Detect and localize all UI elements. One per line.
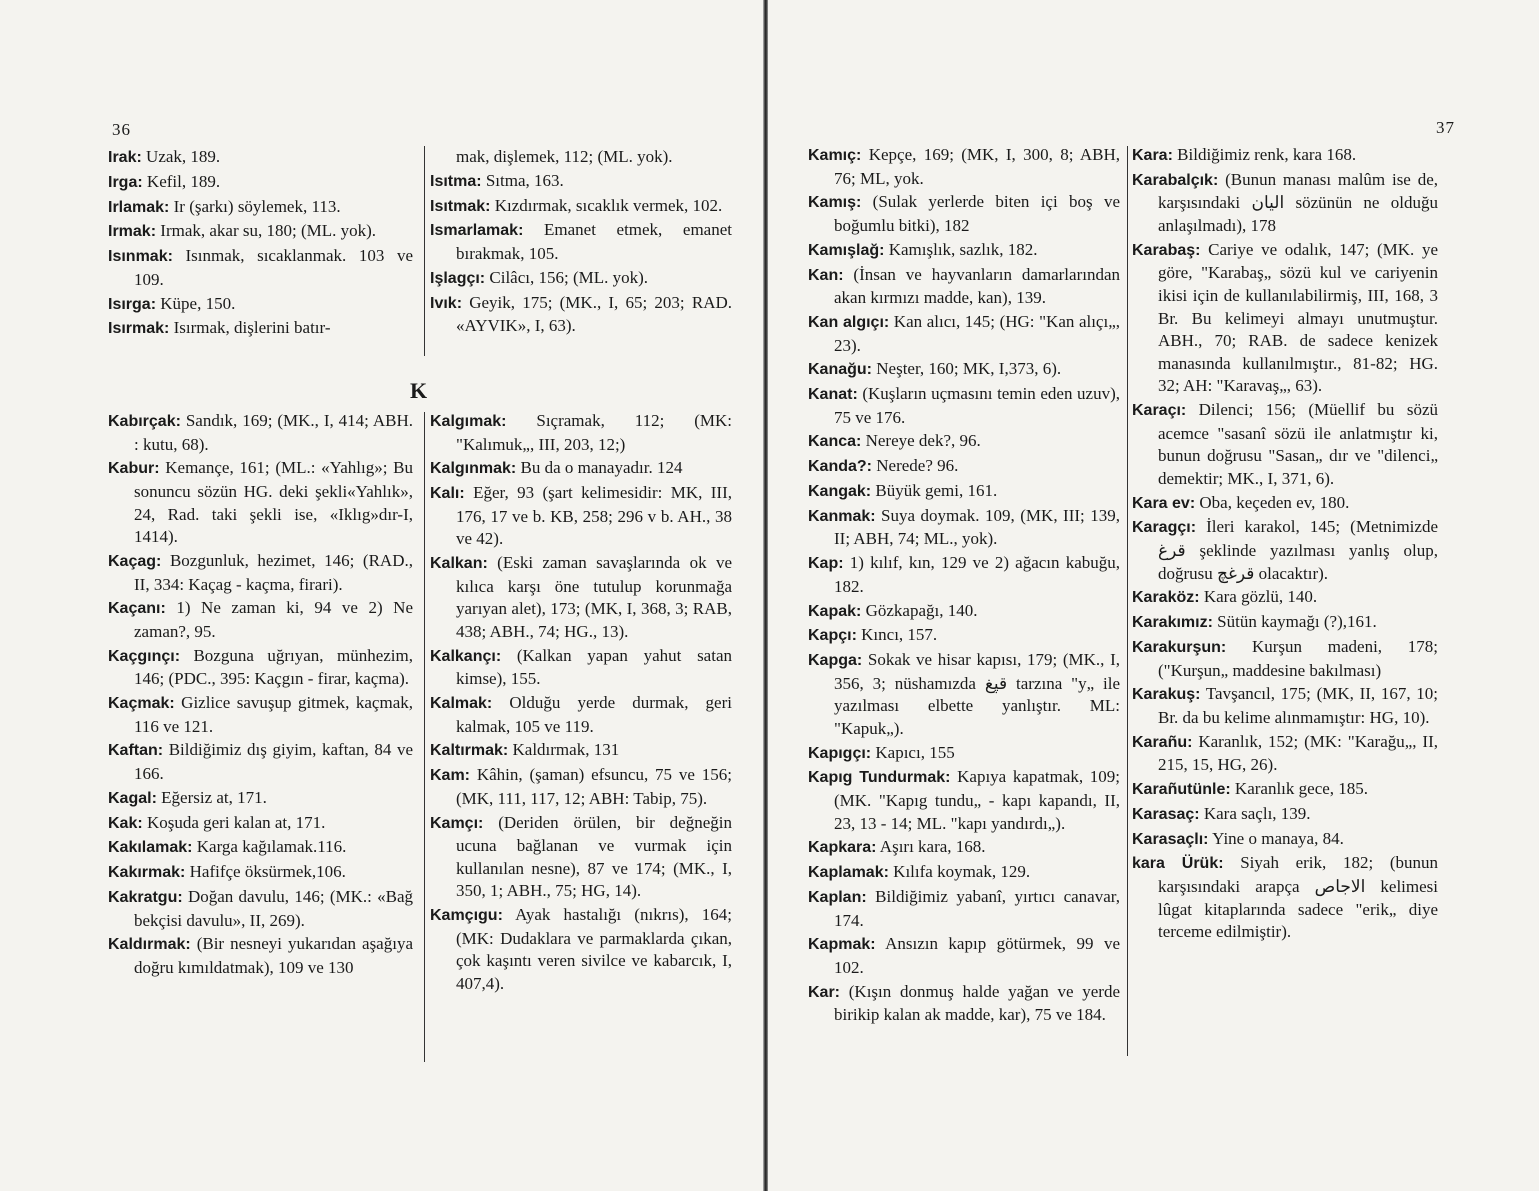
dictionary-entry <box>430 764 732 810</box>
entry-term: Kabırçak: <box>108 413 181 430</box>
entry-definition: Yine o manaya, 84. <box>1208 828 1344 848</box>
dictionary-entry <box>1132 683 1438 729</box>
dictionary-entry <box>808 191 1120 237</box>
entry-term: Karakımız: <box>1132 614 1213 632</box>
dictionary-entry <box>1132 169 1438 238</box>
entry-term: Kamçıgu: <box>430 907 503 925</box>
entry-term: Isıtma: <box>430 172 482 190</box>
entry-definition: Kaldırmak, 131 <box>508 740 620 760</box>
entry-term: Irmak: <box>108 223 157 241</box>
entry-definition: Kamışlık, sazlık, 182. <box>884 239 1038 259</box>
entry-definition: (Eski zaman savaşlarında ok ve kılıca karşı öne tutulup korunmağa yarıyan alet), 173; (MK, I, 368, 3; RAB, 438; ABH., 74; HG., 13). <box>456 553 732 641</box>
entry-definition: Karga kağılamak.116. <box>192 837 347 857</box>
dictionary-entry <box>808 430 1120 454</box>
entry-term: Karakurşun: <box>1132 638 1227 656</box>
entry-term: Kapga: <box>808 652 863 670</box>
dictionary-entry <box>430 904 732 995</box>
entry-definition: Doğan davulu, 146; (MK.: «Bağ bekçisi davulu», II, 269). <box>134 886 413 930</box>
entry-definition: Geyik, 175; (MK., I, 65; 203; RAD. «AYVIK», I, 63). <box>456 292 732 336</box>
entry-definition: Dilenci; 156; (Müellif bu sözü acemce "sasanî sözü ile anlatmıştır ki, bunun doğrusu "Sasan„ dır ve "dilenci„ demektir; MK., I, 371, 6). <box>1158 400 1438 488</box>
entry-term: Kanca: <box>808 433 862 451</box>
dictionary-entry <box>108 861 413 885</box>
entry-definition: Bildiğimiz renk, kara 168. <box>1172 145 1357 164</box>
dictionary-entry <box>108 692 413 738</box>
entry-term: Irlamak: <box>108 198 170 216</box>
entry-term: Kaldırmak: <box>108 936 191 954</box>
dictionary-entry <box>1132 144 1438 168</box>
entry-definition: Koşuda geri kalan at, 171. <box>142 812 326 832</box>
dictionary-entry <box>430 457 732 481</box>
entry-term: Kanağu: <box>808 361 872 379</box>
dictionary-entry <box>1132 778 1438 802</box>
entry-term: Kaplan: <box>808 888 867 906</box>
entry-definition: Kan alıcı, 145; (HG: "Kan alıçı„, 23). <box>834 311 1121 355</box>
entry-definition: Kara gözlü, 140. <box>1199 587 1318 607</box>
entry-definition: Olduğu yerde durmak, geri kalmak, 105 ve 119. <box>456 693 732 736</box>
entry-term: Kapçı: <box>808 627 857 645</box>
entry-definition: Bu da o manayadır. 124 <box>516 458 683 478</box>
entry-definition: (Bir nesneyi yukarıdan aşağıya doğru kımıldatmak), 109 ve 130 <box>134 934 413 977</box>
entry-definition: Bozgunluk, hezimet, 146; (RAD., II, 334: Kaçag - kaçma, firari). <box>134 550 413 594</box>
entry-definition: Küpe, 150. <box>156 293 236 313</box>
entry-term: Kam: <box>430 767 471 785</box>
dictionary-entry <box>808 264 1120 310</box>
entry-definition: Oba, keçeden ev, 180. <box>1195 492 1350 512</box>
dictionary-entry <box>1132 803 1438 827</box>
entry-definition: mak, dişlemek, 112; (ML. yok). <box>456 147 673 166</box>
dictionary-entry <box>430 170 732 194</box>
dictionary-entry <box>108 317 413 341</box>
dictionary-entry <box>808 455 1120 479</box>
entry-term: Karasaçlı: <box>1132 830 1209 848</box>
entry-definition: Eğer, 93 (şart kelimesidir: MK, III, 176, 17 ve b. KB, 258; 296 v b. AH., 38 ve 42). <box>456 483 732 549</box>
entry-term: Kakılamak: <box>108 839 193 857</box>
entry-term: Kakratgu: <box>108 888 183 906</box>
entry-definition: Eğersiz at, 171. <box>156 787 267 807</box>
entry-term: Isırga: <box>108 295 157 313</box>
entry-definition: Kapıcı, 155 <box>871 742 955 762</box>
entry-definition: Aşırı kara, 168. <box>876 837 986 857</box>
book-spine <box>763 0 768 1191</box>
dictionary-entry <box>430 812 732 903</box>
entry-term: Işlagçı: <box>430 269 486 287</box>
column-divider <box>424 146 425 356</box>
entry-definition: Kefil, 189. <box>142 171 221 191</box>
dictionary-entry <box>108 739 413 785</box>
entry-term: Kak: <box>108 814 143 832</box>
entry-definition: Bozguna uğrıyan, münhezim, 146; (PDC., 395: Kaçgın - firar, kaçma). <box>134 645 413 689</box>
entry-term: Kar: <box>808 983 841 1001</box>
entry-term: Isıtmak: <box>430 197 491 215</box>
dictionary-entry <box>430 219 732 265</box>
right-column-2 <box>1132 144 1438 945</box>
dictionary-entry <box>108 457 413 548</box>
dictionary-entry <box>808 144 1120 190</box>
dictionary-entry <box>108 812 413 836</box>
right-page <box>770 0 1539 1191</box>
entry-term: Kaçgınçı: <box>108 647 181 665</box>
entry-term: Kara ev: <box>1132 494 1196 512</box>
entry-term: Kaltırmak: <box>430 742 509 760</box>
entry-definition: Kılıfa koymak, 129. <box>888 862 1031 882</box>
section-letter: K <box>410 378 428 403</box>
entry-term: Kakırmak: <box>108 864 186 882</box>
entry-definition: Siyah erik, 182; (bunun karşısındaki arapça الاجاص kelimesi lûgat kitaplarında sadece "erik„ diye terceme edilmiştir). <box>1158 853 1439 942</box>
dictionary-entry <box>108 196 413 220</box>
dictionary-entry <box>808 766 1120 835</box>
entry-definition: Uzak, 189. <box>141 147 221 166</box>
dictionary-entry <box>108 410 413 456</box>
dictionary-entry <box>108 220 413 244</box>
entry-term: Kabur: <box>108 460 160 478</box>
entry-term: Kanmak: <box>808 507 876 525</box>
entry-definition: Kıncı, 157. <box>856 625 938 645</box>
entry-definition: Kepçe, 169; (MK, I, 300, 8; ABH, 76; ML, yok. <box>834 145 1120 188</box>
entry-definition: Neşter, 160; MK, I,373, 6). <box>872 359 1062 379</box>
dictionary-entry <box>808 861 1120 885</box>
entry-definition: Sütün kaymağı (?),161. <box>1212 612 1377 632</box>
entry-definition: Kemançe, 161; (ML.: «Yahlıg»; Bu sonuncu sözün HG. deki şekli«Yahlık», 24, Rad. taki şekli ise, «Iklıg»dır-I, 1414). <box>134 458 413 547</box>
entry-term: Karasaç: <box>1132 805 1200 823</box>
entry-term: Kaplamak: <box>808 864 889 882</box>
dictionary-entry <box>108 886 413 932</box>
dictionary-entry <box>430 739 732 763</box>
entry-definition: Suya doymak. 109, (MK, III; 139, II; ABH, 74; ML., yok). <box>834 505 1120 549</box>
entry-term: Karagçı: <box>1132 519 1197 537</box>
entry-term: Kapkara: <box>808 839 877 857</box>
dictionary-entry <box>808 311 1120 357</box>
entry-definition: (Kışın donmuş halde yağan ve yerde birikip kalan ak madde, kar), 75 ve 184. <box>834 981 1120 1025</box>
dictionary-entry <box>808 383 1120 429</box>
dictionary-entry <box>108 645 413 691</box>
entry-definition: Sandık, 169; (MK., I, 414; ABH. : kutu, 68). <box>134 411 413 454</box>
left-bottom-column-2 <box>430 410 732 997</box>
entry-term: Karakuş: <box>1132 686 1201 704</box>
column-divider <box>1127 146 1128 1056</box>
dictionary-entry <box>430 692 732 738</box>
entry-term: Ivık: <box>430 294 463 312</box>
entry-term: Irak: <box>108 149 142 166</box>
entry-term: Isırmak: <box>108 320 170 338</box>
entry-definition: (Deriden örülen, bir değneğin ucuna bağlanan ve vurmak için kullanılan nesne), 87 ve 174; (MK., I, 350, 1; ABH., 75; HG, 14). <box>456 812 732 901</box>
dictionary-entry <box>108 245 413 291</box>
dictionary-entry <box>1132 586 1438 610</box>
entry-definition: Hafifçe öksürmek,106. <box>185 862 346 882</box>
dictionary-entry <box>430 410 732 456</box>
entry-term: Kamışlağ: <box>808 241 885 259</box>
dictionary-entry <box>808 600 1120 624</box>
dictionary-entry <box>808 981 1120 1027</box>
right-column-1 <box>808 144 1120 1028</box>
dictionary-entry <box>108 171 413 195</box>
dictionary-entry <box>430 552 732 643</box>
entry-definition: Gözkapağı, 140. <box>861 600 978 620</box>
entry-term: Kara: <box>1132 147 1173 164</box>
column-divider <box>424 412 425 1062</box>
entry-definition: Emanet etmek, emanet bırakmak, 105. <box>456 220 732 263</box>
entry-definition: Sıtma, 163. <box>481 170 564 190</box>
entry-term: Kanda?: <box>808 458 872 476</box>
dictionary-entry <box>808 624 1120 648</box>
dictionary-entry <box>1132 399 1438 490</box>
entry-term: Kap: <box>808 555 844 573</box>
entry-definition: Nerede? 96. <box>872 456 959 476</box>
entry-term: Karaköz: <box>1132 589 1200 607</box>
entry-term: Kapmak: <box>808 936 876 954</box>
entry-definition: (Sulak yerlerde biten içi boş ve boğumlu bitki), 182 <box>834 192 1120 235</box>
entry-definition: Ansızın kapıp götürmek, 99 ve 102. <box>834 934 1120 977</box>
entry-term: Kaçanı: <box>108 600 166 618</box>
dictionary-entry <box>808 505 1120 551</box>
dictionary-entry <box>108 933 413 979</box>
entry-term: Karañu: <box>1132 733 1193 751</box>
dictionary-entry <box>1132 492 1438 516</box>
entry-term: Kangak: <box>808 483 872 500</box>
dictionary-entry <box>808 836 1120 860</box>
entry-term: Irga: <box>108 173 143 191</box>
entry-term: Kalkançı: <box>430 647 502 665</box>
entry-definition: İleri karakol, 145; (Metnimizde قرغ şeklinde yazılması yanlış olup, doğrusu قرغچ olacaktır). <box>1158 517 1438 583</box>
entry-definition: Karanlık, 152; (MK: "Karağu„, II, 215, 15, HG, 26). <box>1158 731 1438 775</box>
left-top-column-1 <box>108 146 413 342</box>
entry-term: Kan algıçı: <box>808 313 890 331</box>
dictionary-entry <box>808 358 1120 382</box>
entry-term: Ismarlamak: <box>430 222 524 240</box>
entry-term: Kamış: <box>808 194 862 212</box>
dictionary-entry <box>430 195 732 219</box>
dictionary-entry <box>808 480 1120 504</box>
left-bottom-column-1 <box>108 410 413 981</box>
entry-term: kara Ürük: <box>1132 855 1224 873</box>
entry-term: Kalkan: <box>430 555 488 573</box>
entry-definition: Gizlice savuşup gitmek, kaçmak, 116 ve 121. <box>134 693 413 736</box>
dictionary-entry <box>808 742 1120 766</box>
entry-term: Kaçmak: <box>108 695 175 713</box>
entry-definition: Ayak hastalığı (nıkrıs), 164; (MK: Dudaklara ve parmaklarda çıkan, çok kaşıntı veren sivilce ve kabarcık, I, 407,4). <box>456 905 732 993</box>
entry-term: Kapak: <box>808 602 862 620</box>
entry-term: Isınmak: <box>108 248 173 266</box>
entry-definition: Sokak ve hisar kapısı, 179; (MK., I, 356, 3; nüshamızda قپغ tarzına "y„ ile yazılması elbette yanlıştır. ML: "Kapuk„). <box>834 650 1120 738</box>
entry-definition: Kâhin, (şaman) efsuncu, 75 ve 156; (MK, 111, 117, 12; ABH: Tabip, 75). <box>456 765 732 808</box>
entry-definition: Cariye ve odalık, 147; (MK. ye göre, "Karabaş„ sözü kul ve cariyenin ikisi için de kullanılabilirmiş, III, 168, 3 Br. Bu kelimeyi almayı unutmuştur. ABH., 70; RAB. de sadece kenizek manasında kullanılmıştır., 81-82; HG. 32; AH: "Karavaş„, 63). <box>1158 239 1438 396</box>
dictionary-entry <box>1132 611 1438 635</box>
entry-term: Karabaş: <box>1132 241 1201 259</box>
dictionary-entry <box>108 836 413 860</box>
entry-definition: (Kalkan yapan yahut satan kimse), 155. <box>456 645 732 689</box>
entry-definition: Ir (şarkı) söylemek, 113. <box>169 196 341 216</box>
entry-term: Kaçag: <box>108 552 162 570</box>
entry-term: Kalı: <box>430 485 465 503</box>
entry-definition: (İnsan ve hayvanların damarlarından akan kırmızı madde, kan), 139. <box>834 264 1120 308</box>
dictionary-entry <box>108 293 413 317</box>
dictionary-entry <box>808 933 1120 979</box>
entry-definition: Cilâcı, 156; (ML. yok). <box>485 267 649 287</box>
entry-term: Karañutünle: <box>1132 781 1231 799</box>
entry-term: Kapıgçı: <box>808 744 872 762</box>
dictionary-entry <box>108 550 413 596</box>
entry-term: Karabalçık: <box>1132 171 1219 189</box>
entry-definition: 1) kılıf, kın, 129 ve 2) ağacın kabuğu, 182. <box>834 553 1120 596</box>
dictionary-entry <box>1132 636 1438 682</box>
entry-definition: Tavşancıl, 175; (MK, II, 167, 10; Br. da bu kelime alınmamıştır: HG, 10). <box>1158 684 1438 727</box>
entry-definition: Kapıya kapatmak, 109; (MK. "Kapıg tundu„ - kapı kapandı, II, 23, 13 - 14; ML. "kapı yandırdı„). <box>834 767 1120 833</box>
entry-term: Kaftan: <box>108 742 164 760</box>
dictionary-entry <box>808 552 1120 598</box>
dictionary-entry <box>1132 731 1438 777</box>
entry-term: Kamıç: <box>808 147 862 164</box>
dictionary-entry <box>808 886 1120 932</box>
entry-definition: 1) Ne zaman ki, 94 ve 2) Ne zaman?, 95. <box>134 598 413 641</box>
dictionary-entry <box>1132 852 1438 943</box>
dictionary-entry <box>108 597 413 643</box>
entry-definition: Kurşun madeni, 178; ("Kurşun„ maddesine bakılması) <box>1158 636 1438 680</box>
dictionary-entry <box>1132 828 1438 852</box>
entry-definition: (Bunun manası malûm ise de, karşısındaki الیان sözünün ne olduğu anlaşılmadı), 178 <box>1158 169 1439 235</box>
entry-term: Kamçı: <box>430 814 484 832</box>
entry-definition: Kara saçlı, 139. <box>1199 803 1311 823</box>
entry-definition: Sıçramak, 112; (MK: "Kalımuk„, III, 203, 12;) <box>456 411 732 454</box>
entry-definition: (Kuşların uçmasını temin eden uzuv), 75 ve 176. <box>834 384 1120 427</box>
entry-term: Kanat: <box>808 386 858 404</box>
dictionary-entry <box>808 239 1120 263</box>
entry-definition: Nereye dek?, 96. <box>861 431 981 451</box>
entry-definition: Irmak, akar su, 180; (ML. yok). <box>156 221 377 241</box>
dictionary-entry <box>108 146 413 170</box>
entry-term: Karaçı: <box>1132 402 1187 420</box>
dictionary-entry <box>430 482 732 551</box>
dictionary-entry <box>1132 239 1438 398</box>
dictionary-entry <box>430 645 732 691</box>
entry-definition: Büyük gemi, 161. <box>871 481 998 500</box>
entry-definition: Isırmak, dişlerini batır- <box>169 318 331 338</box>
page-number: 36 <box>112 120 131 139</box>
dictionary-entry <box>808 649 1120 740</box>
dictionary-entry <box>1132 516 1438 585</box>
entry-term: Kalmak: <box>430 695 493 713</box>
entry-definition: Kızdırmak, sıcaklık vermek, 102. <box>490 195 723 215</box>
entry-term: Kalgınmak: <box>430 460 517 478</box>
dictionary-entry <box>430 292 732 338</box>
entry-term: Kapıg Tundurmak: <box>808 769 951 787</box>
entry-definition: Bildiğimiz yabanî, yırtıcı canavar, 174. <box>834 886 1120 930</box>
entry-definition: Karanlık gece, 185. <box>1230 779 1369 799</box>
entry-term: Kalgımak: <box>430 413 507 430</box>
entry-definition: Isınmak, sıcaklanmak. 103 ve 109. <box>134 246 413 289</box>
page-number: 37 <box>1436 118 1455 137</box>
dictionary-entry <box>430 146 732 169</box>
dictionary-entry <box>430 267 732 291</box>
entry-term: Kan: <box>808 266 844 284</box>
left-top-column-2 <box>430 146 732 339</box>
entry-term: Kagal: <box>108 789 157 807</box>
entry-definition: Bildiğimiz dış giyim, kaftan, 84 ve 166. <box>134 740 413 784</box>
dictionary-entry <box>108 787 413 811</box>
